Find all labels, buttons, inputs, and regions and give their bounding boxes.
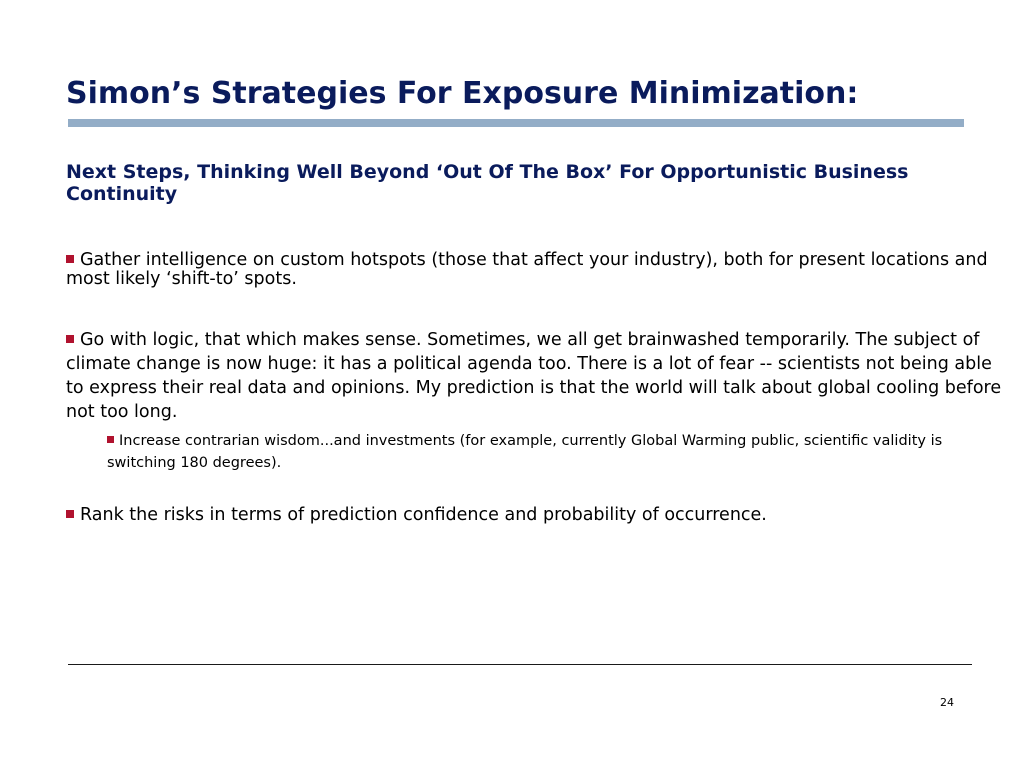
sub-bullet-text: Increase contrarian wisdom...and investments (for example, currently Global Warming public, scientific validity is switching 180 degrees). [107, 433, 943, 471]
bullet-item-1 [66, 251, 1006, 289]
bullet-item-2 [66, 328, 1006, 424]
bullet-item-3 [66, 503, 1006, 527]
bullet-square-icon [107, 436, 114, 443]
bullet-square-icon [66, 255, 74, 263]
bullet-text: Go with logic, that which makes sense. Sometimes, we all get brainwashed temporarily. The subject of climate change is now huge: it has a political agenda too. There is a lot of fear -- scientists not being able to express their real data and opinions. My prediction is that the world will talk about global cooling before not too long. [66, 330, 1002, 422]
bullet-square-icon [66, 510, 74, 518]
slide-subtitle: Next Steps, Thinking Well Beyond ‘Out Of The Box’ For Opportunistic Business Continuity [66, 161, 909, 205]
bullet-text: Gather intelligence on custom hotspots (those that affect your industry), both for present locations and most likely ‘shift-to’ spots. [66, 250, 988, 289]
sub-bullet-item-1 [107, 430, 967, 474]
title-divider [68, 119, 964, 127]
bullet-text: Rank the risks in terms of prediction confidence and probability of occurrence. [80, 505, 767, 525]
slide-title: Simon’s Strategies For Exposure Minimization: [66, 76, 859, 111]
page-number: 24 [940, 696, 954, 709]
bullet-square-icon [66, 335, 74, 343]
footer-divider [68, 664, 972, 665]
